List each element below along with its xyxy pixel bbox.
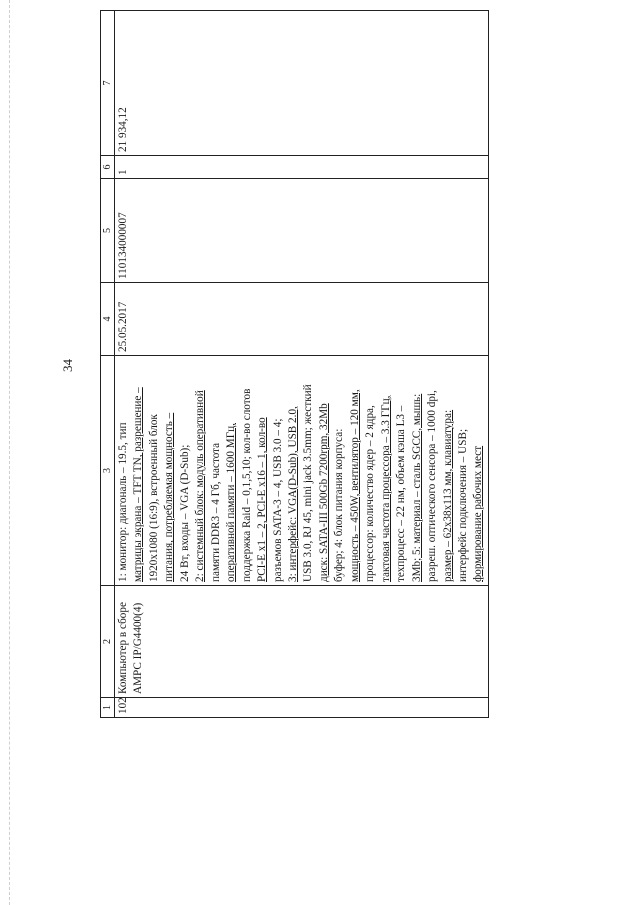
- description-line: диск: SATA-III 500Gb 7200rpm, 32Mb: [317, 403, 330, 582]
- description-line: питания, потребляемая мощность –: [163, 412, 176, 582]
- item-name-line: АМРС IP/G4400(4): [132, 602, 145, 694]
- table-header-row: [101, 11, 115, 718]
- description-line: разъемов SATA-3 – 4, USB 3.0 – 4;: [271, 418, 284, 582]
- description-line: поддержка Raid – 0,1,5,10; кол-во слотов: [240, 388, 253, 582]
- description-line: USB 3.0, RJ 45, mini jack 3.5mm; жесткий: [302, 384, 315, 582]
- quantity: 1: [115, 156, 489, 179]
- header-col-2: 2: [101, 586, 115, 698]
- acquisition-date: 25.05.2017: [115, 283, 489, 356]
- header-col-1: 1: [101, 698, 115, 718]
- header-col-4: 4: [101, 283, 115, 356]
- page-number: 34: [60, 359, 75, 372]
- description-line: 1: монитор: диагональ – 19.5, тип: [117, 422, 129, 582]
- description-line: разреш. оптического сенсора – 1000 dpi,: [426, 390, 439, 582]
- amount: 21 934,12: [115, 11, 489, 156]
- description-line: буфер; 4: блок питания корпуса:: [333, 428, 346, 582]
- description-line: техпроцесс – 22 нм, объем кэша L3 –: [395, 405, 408, 582]
- description-line: PCI-E x1 – 2, PCI-E x16 – 1, кол-во: [256, 417, 269, 582]
- description-line: 3Mb; 5: материал – сталь SGCC, мышь:: [410, 393, 423, 582]
- header-col-3: 3: [101, 356, 115, 586]
- description-line: памяти DDR3 – 4 Гб, частота: [209, 442, 222, 582]
- description-line: мощность – 450W, вентилятор – 120 мм,: [348, 389, 361, 582]
- item-name: [115, 586, 489, 698]
- header-col-7: 7: [101, 11, 115, 156]
- description-line: 1920x1080 (16:9), встроенный блок: [147, 414, 160, 582]
- inventory-number: 110134000007: [115, 179, 489, 283]
- item-name-line: Компьютер в сборе: [117, 602, 129, 694]
- margin-rule: [9, 0, 10, 905]
- table-row: [115, 11, 489, 718]
- description-line: размер – 62x38x113 мм, клавиатура:: [441, 409, 454, 582]
- description-line: процессор: количество ядер – 2 ядра,: [364, 405, 377, 582]
- description-line: интерфейс подключения – USB;: [456, 428, 469, 582]
- description-line: 3: интерфейс: VGA(D-Sub), USB 2.0,: [286, 406, 299, 582]
- description-line: 2: системный блок: модуль оперативной: [194, 390, 207, 582]
- header-col-6: 6: [101, 156, 115, 179]
- item-description: [115, 356, 489, 586]
- description-line: формирование рабочих мест: [472, 445, 485, 582]
- header-col-5: 5: [101, 179, 115, 283]
- rotated-table-wrapper: [100, 46, 485, 718]
- description-line: оперативной памяти – 1600 МГц,: [225, 423, 238, 582]
- description-line: тактовая частота процессора – 3.3 ГГц,: [379, 395, 392, 582]
- description-line: матрицы экрана – TFT TN, разрешение –: [132, 387, 145, 582]
- inventory-table: [100, 10, 489, 718]
- row-number: 102: [115, 698, 489, 718]
- description-line: 24 Вт, входы – VGA (D-Sub);: [178, 444, 191, 582]
